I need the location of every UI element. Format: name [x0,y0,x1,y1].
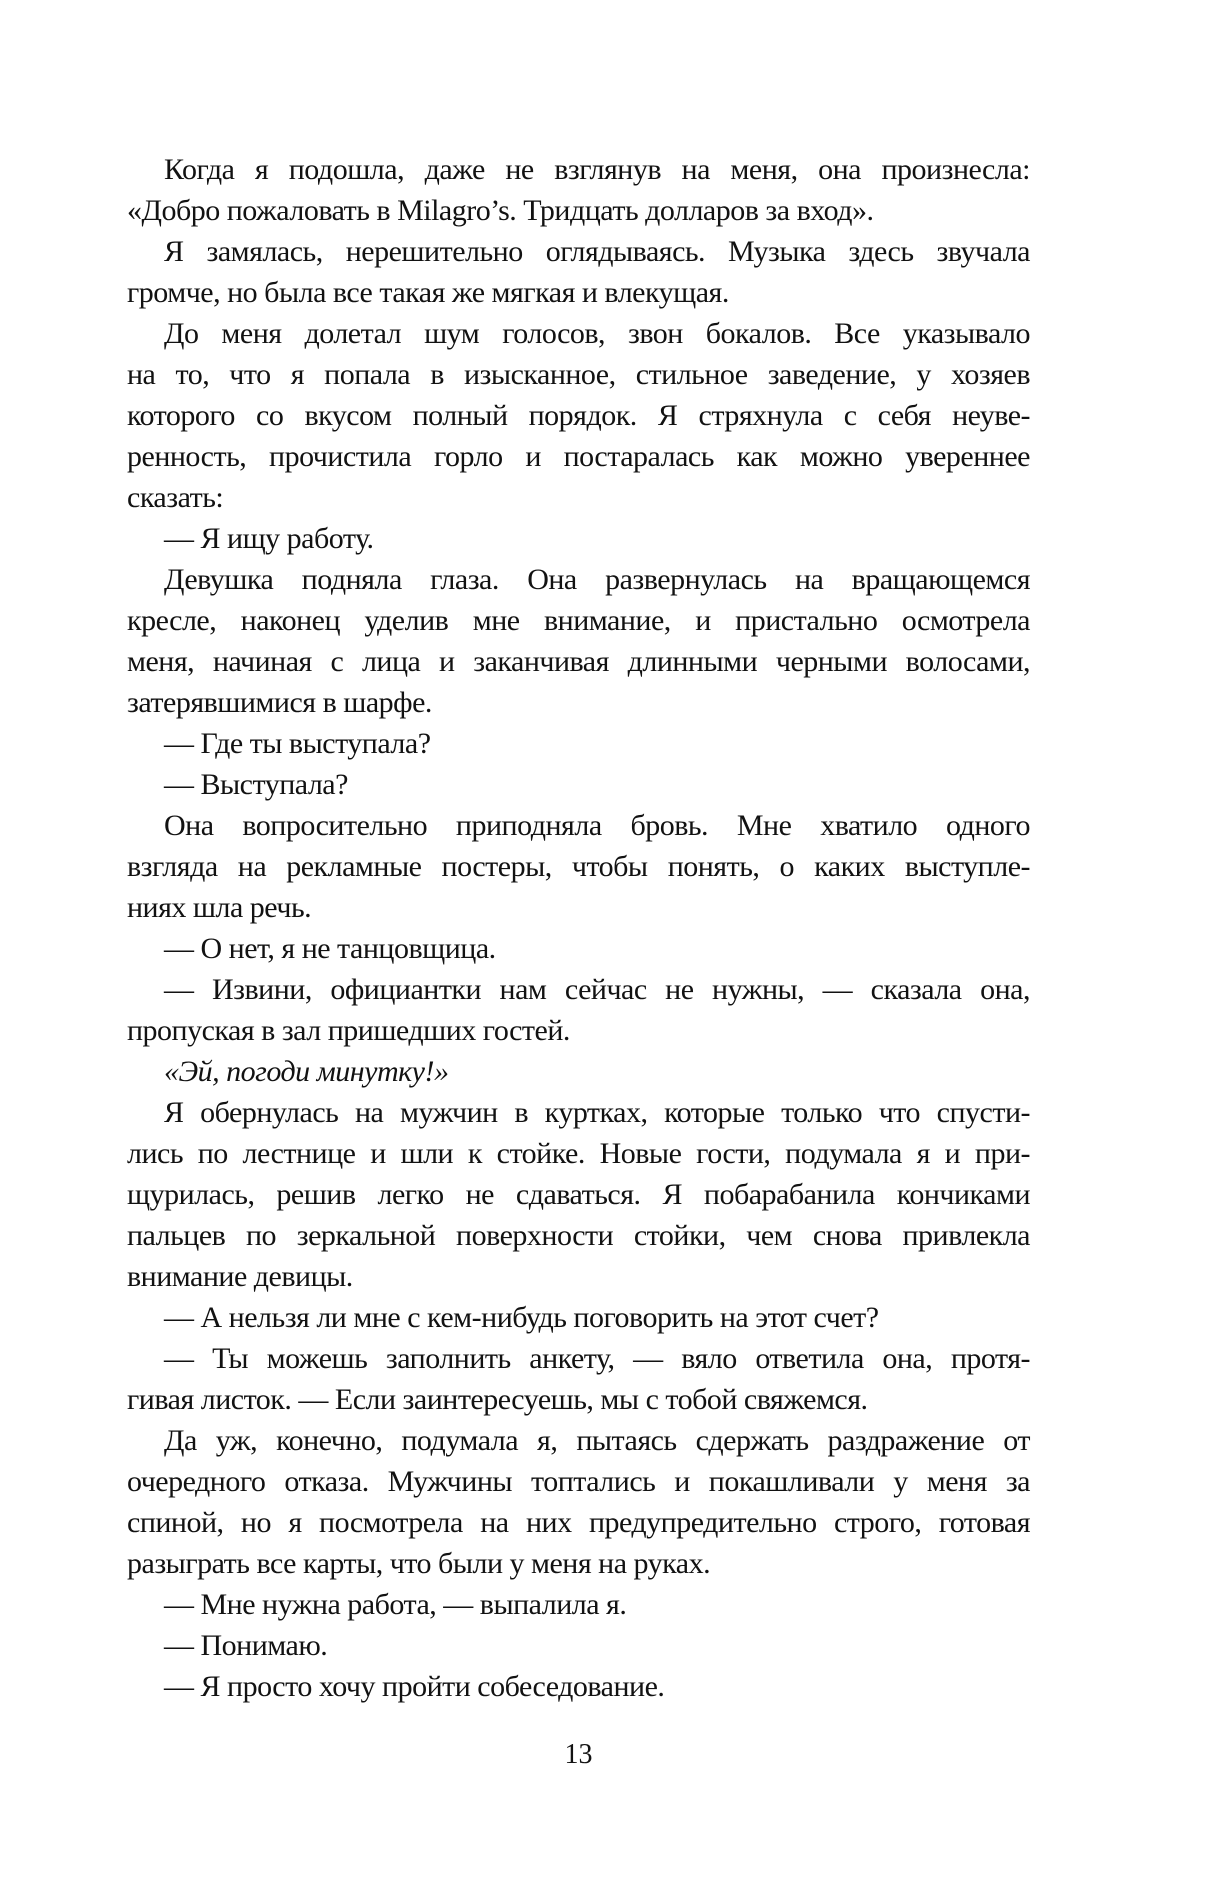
text-line: щурилась, решив легко не сдаваться. Я побарабанила кончиками [127,1178,1030,1211]
dialogue-paragraph [127,1666,1030,1707]
text-line: спиной, но я посмотрела на них предупредительно строго, готовая [127,1506,1030,1539]
dialogue-paragraph [127,1297,1030,1338]
text-line: — А нельзя ли мне с кем-нибудь поговорить на этот счет? [164,1301,879,1334]
text-line: кресле, наконец уделив мне внимание, и пристально осмотрела [127,604,1030,637]
text-block [127,149,1030,1707]
italic-paragraph [127,1051,1030,1092]
dialogue-paragraph [127,764,1030,805]
text-line: меня, начиная с лица и заканчивая длинными черными волосами, [127,645,1030,678]
text-line: «Эй, погоди минутку!» [164,1055,449,1088]
text-line: на то, что я попала в изысканное, стильное заведение, у хозяев [127,358,1030,391]
text-line: — Мне нужна работа, — выпалила я. [164,1588,627,1621]
text-line: «Добро пожаловать в Milagro’s. Тридцать долларов за вход». [127,194,874,227]
dialogue-paragraph [127,1625,1030,1666]
text-line: — Я просто хочу пройти собеседование. [164,1670,665,1703]
paragraph [127,805,1030,928]
dialogue-paragraph [127,969,1030,1051]
text-line: Я замялась, нерешительно оглядываясь. Музыка здесь звучала [164,235,1030,268]
text-line: Она вопросительно приподняла бровь. Мне хватило одного [164,809,1030,842]
text-line: Да уж, конечно, подумала я, пытаясь сдержать раздражение от [164,1424,1030,1457]
text-line: ниях шла речь. [127,891,312,924]
text-line: затерявшимися в шарфе. [127,686,432,719]
text-line: очередного отказа. Мужчины топтались и покашливали у меня за [127,1465,1030,1498]
text-line: которого со вкусом полный порядок. Я стряхнула с себя неуве- [127,399,1030,432]
paragraph [127,559,1030,723]
paragraph [127,231,1030,313]
text-line: разыграть все карты, что были у меня на руках. [127,1547,711,1580]
dialogue-paragraph [127,1584,1030,1625]
text-line: сказать: [127,481,224,514]
dialogue-paragraph [127,1338,1030,1420]
text-line: лись по лестнице и шли к стойке. Новые гости, подумала я и при- [127,1137,1030,1170]
text-line: Когда я подошла, даже не взглянув на меня, она произнесла: [164,153,1030,186]
paragraph [127,1092,1030,1297]
text-line: — Выступала? [164,768,348,801]
dialogue-paragraph [127,723,1030,764]
text-line: громче, но была все такая же мягкая и влекущая. [127,276,729,309]
text-line: — Где ты выступала? [164,727,431,760]
dialogue-paragraph [127,518,1030,559]
page-number: 13 [564,1739,593,1770]
text-line: гивая листок. — Если заинтересуешь, мы с тобой свяжемся. [127,1383,868,1416]
dialogue-paragraph [127,928,1030,969]
text-line: Девушка подняла глаза. Она развернулась на вращающемся [164,563,1030,596]
text-line: Я обернулась на мужчин в куртках, которые только что спусти- [164,1096,1030,1129]
paragraph [127,149,1030,231]
paragraph [127,1420,1030,1584]
text-line: внимание девицы. [127,1260,353,1293]
text-line: ренность, прочистила горло и постаралась как можно увереннее [127,440,1030,473]
text-line: пропуская в зал пришедших гостей. [127,1014,570,1047]
text-line: — Ты можешь заполнить анкету, — вяло ответила она, протя- [164,1342,1030,1375]
text-line: — Я ищу работу. [164,522,374,555]
text-line: взгляда на рекламные постеры, чтобы понять, о каких выступле- [127,850,1030,883]
paragraph [127,313,1030,518]
text-line: — Извини, официантки нам сейчас не нужны, — сказала она, [164,973,1030,1006]
text-line: — Понимаю. [164,1629,328,1662]
text-line: пальцев по зеркальной поверхности стойки, чем снова привлекла [127,1219,1030,1252]
text-line: До меня долетал шум голосов, звон бокалов. Все указывало [164,317,1030,350]
text-line: — О нет, я не танцовщица. [164,932,496,965]
